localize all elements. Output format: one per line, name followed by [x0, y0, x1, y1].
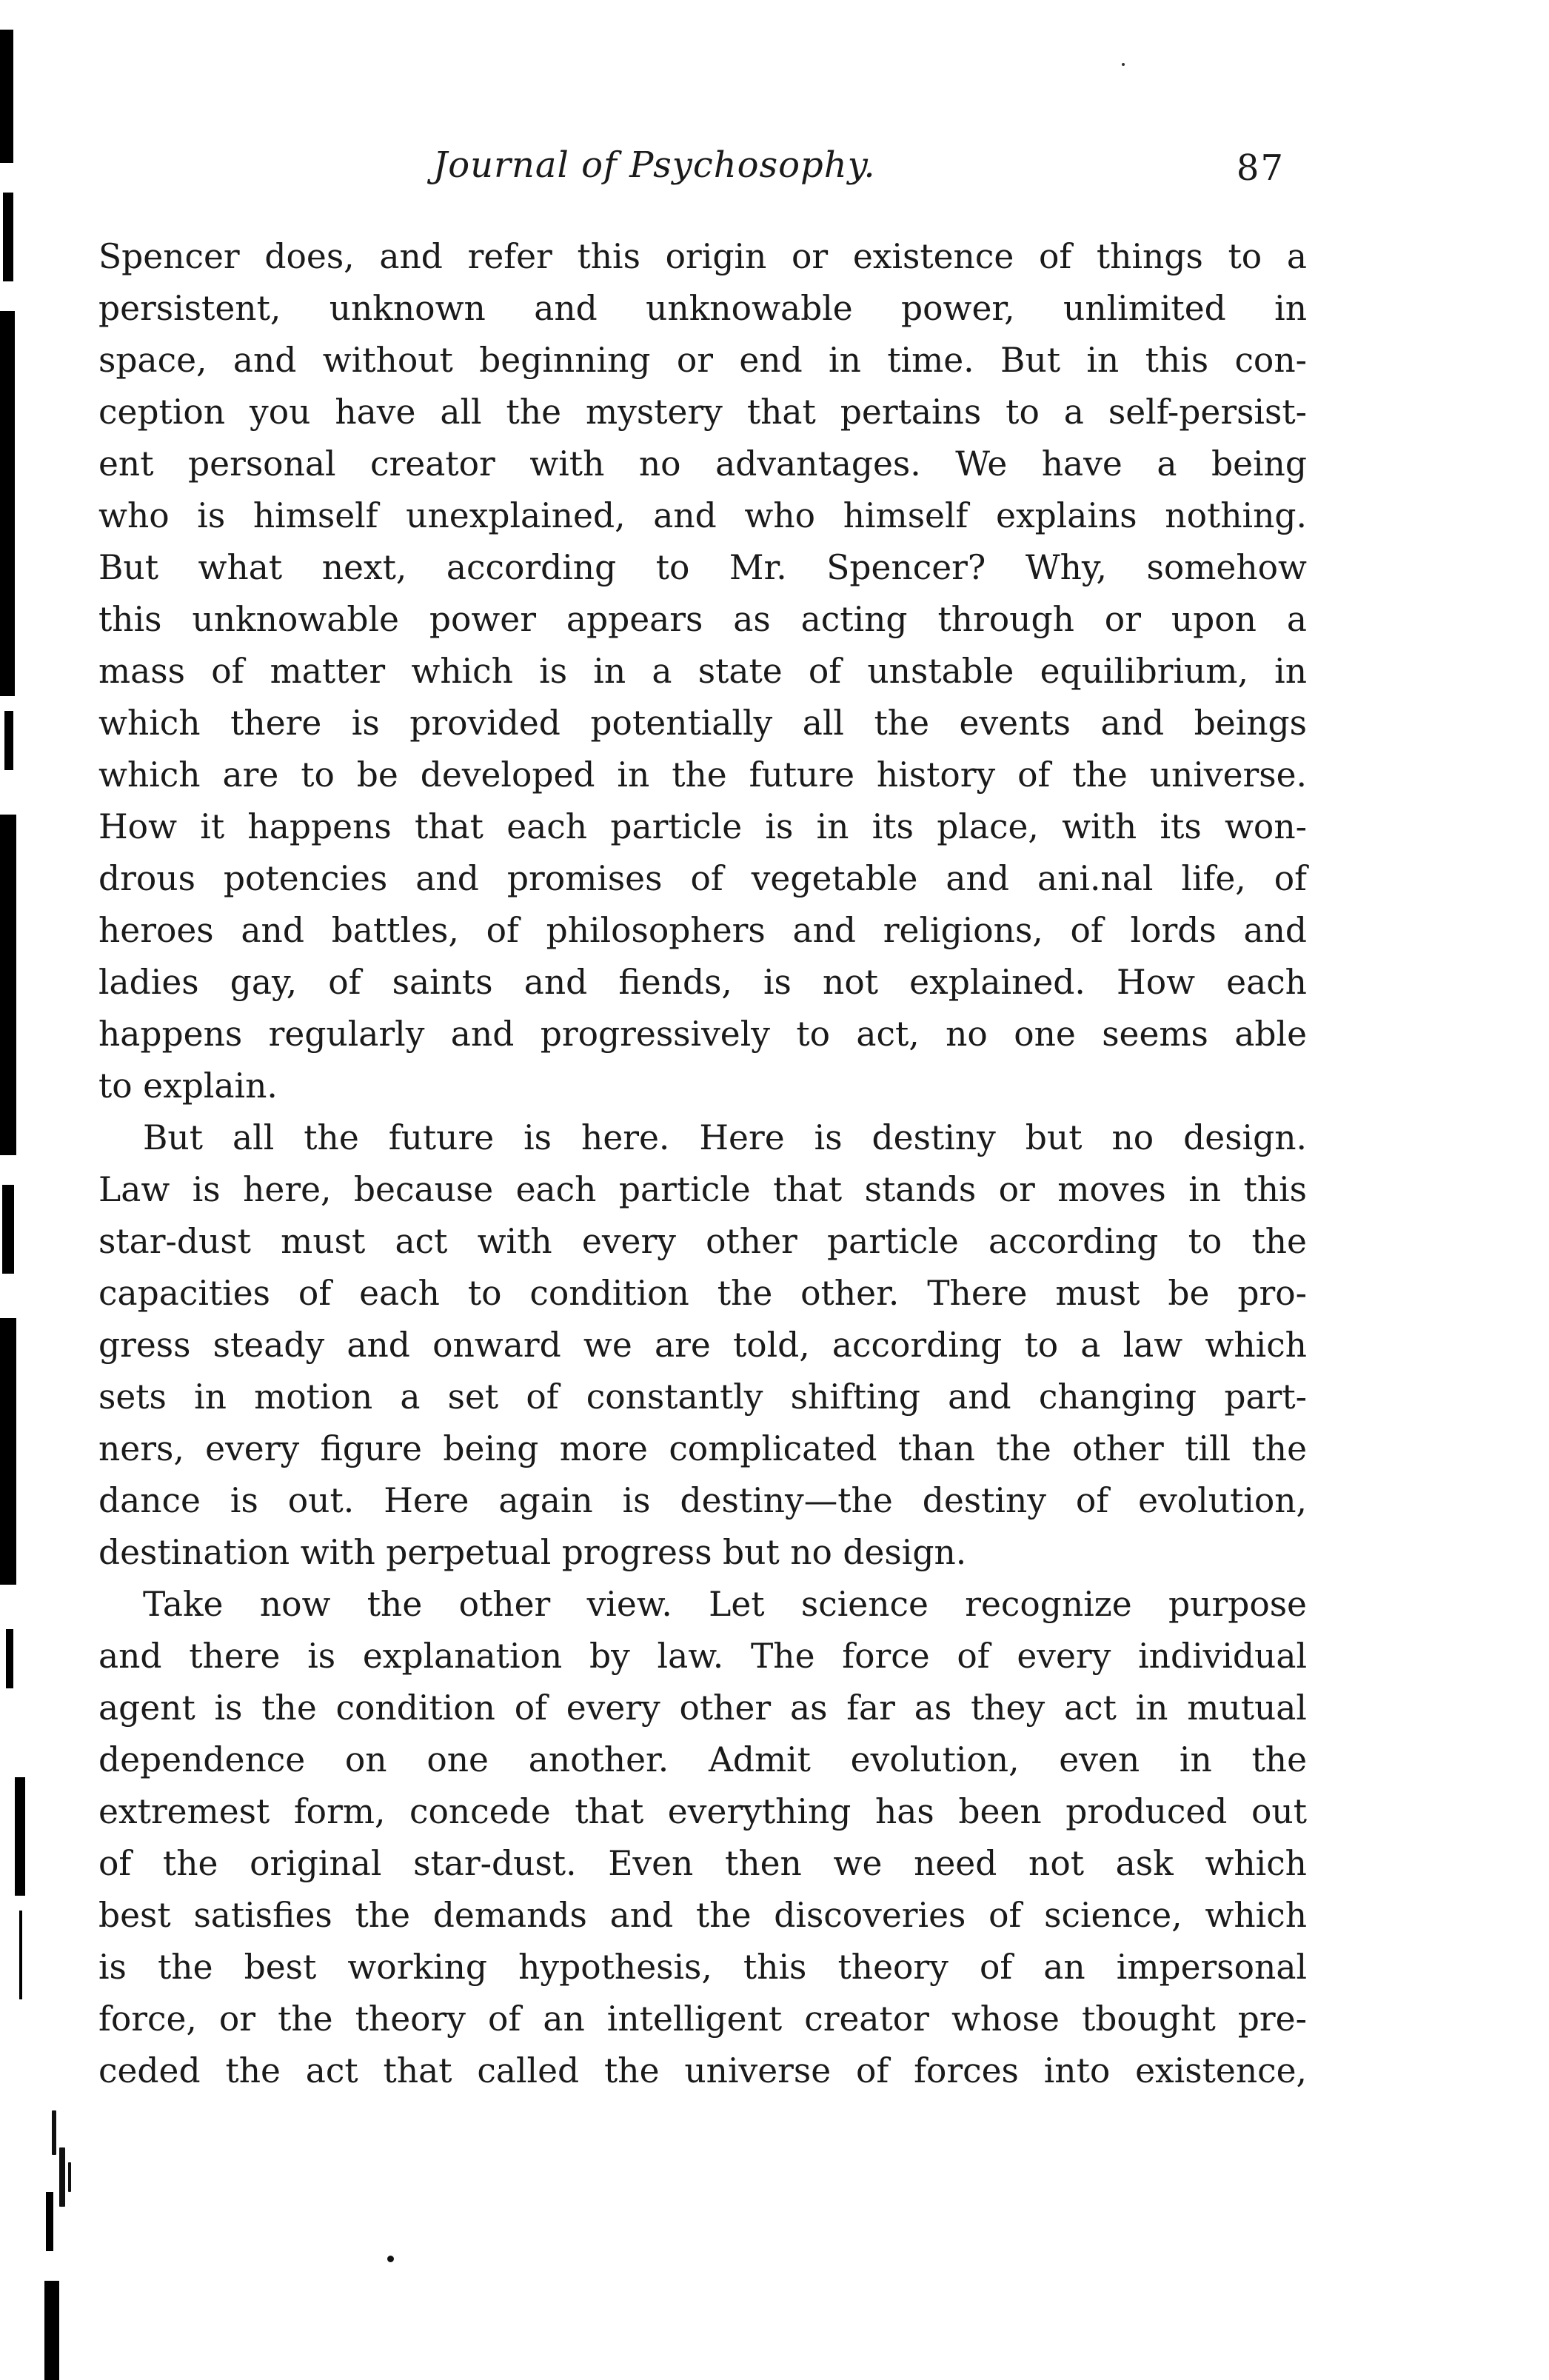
text-line: best satisfies the demands and the discoveries of science, which [98, 1896, 1307, 1935]
text-line: But all the future is here. Here is destiny but no design. [143, 1118, 1307, 1157]
text-line: gress steady and onward we are told, according to a law which [98, 1326, 1307, 1365]
text-line: force, or the theory of an intelligent creator whose tbought pre- [98, 1999, 1307, 2039]
text-line: ent personal creator with no advantages. We have a being [98, 444, 1307, 484]
text-line: Spencer does, and refer this origin or existence of things to a [98, 237, 1307, 276]
text-line: dance is out. Here again is destiny—the destiny of evolution, [98, 1481, 1307, 1520]
journal-title: Journal of Psychosophy. [433, 144, 876, 186]
binding-edge [0, 0, 30, 2380]
text-line: ladies gay, of saints and fiends, is not explained. How each [98, 963, 1307, 1002]
page-number: 87 [1236, 147, 1285, 189]
text-line: who is himself unexplained, and who himself explains nothing. [98, 496, 1307, 535]
text-line: ceded the act that called the universe of forces into existence, [98, 2051, 1307, 2090]
text-line: Take now the other view. Let science recognize purpose [143, 1585, 1307, 1624]
text-line: mass of matter which is in a state of unstable equilibrium, in [98, 652, 1307, 691]
scan-speck [1122, 63, 1125, 66]
text-line: which are to be developed in the future history of the universe. [98, 755, 1307, 795]
text-line: persistent, unknown and unknowable power, unlimited in [98, 289, 1307, 328]
text-line: this unknowable power appears as acting through or upon a [98, 600, 1307, 639]
text-line: destination with perpetual progress but no design. [98, 1533, 967, 1572]
text-line: But what next, according to Mr. Spencer? Why, somehow [98, 548, 1307, 587]
text-line: extremest form, concede that everything has been produced out [98, 1792, 1307, 1831]
text-line: agent is the condition of every other as far as they act in mutual [98, 1688, 1307, 1728]
text-line: drous potencies and promises of vegetable and ani.nal life, of [98, 859, 1307, 898]
running-head [100, 144, 1299, 211]
text-line: capacities of each to condition the other. There must be pro- [98, 1274, 1307, 1313]
text-line: ners, every figure being more complicated than the other till the [98, 1429, 1307, 1468]
text-line: happens regularly and progressively to act, no one seems able [98, 1014, 1307, 1054]
paragraph-2 [98, 1112, 1307, 1579]
text-line: heroes and battles, of philosophers and religions, of lords and [98, 911, 1307, 950]
text-line: to explain. [98, 1066, 278, 1106]
text-line: which there is provided potentially all the events and beings [98, 703, 1307, 743]
text-line: star-dust must act with every other particle according to the [98, 1222, 1307, 1261]
text-line: dependence on one another. Admit evolution, even in the [98, 1740, 1307, 1779]
text-line: of the original star-dust. Even then we need not ask which [98, 1844, 1307, 1883]
text-line: and there is explanation by law. The force of every individual [98, 1637, 1307, 1676]
text-line: sets in motion a set of constantly shifting and changing part- [98, 1377, 1307, 1417]
text-line: Law is here, because each particle that stands or moves in this [98, 1170, 1307, 1209]
body-text [98, 231, 1307, 2097]
text-line: is the best working hypothesis, this theory of an impersonal [98, 1948, 1307, 1987]
text-line: ception you have all the mystery that pertains to a self-persist- [98, 392, 1307, 432]
printed-dot [387, 2256, 394, 2262]
paragraph-1 [98, 231, 1307, 1112]
text-line: How it happens that each particle is in its place, with its won- [98, 807, 1307, 846]
text-line: space, and without beginning or end in time. But in this con- [98, 341, 1307, 380]
paragraph-3 [98, 1579, 1307, 2097]
